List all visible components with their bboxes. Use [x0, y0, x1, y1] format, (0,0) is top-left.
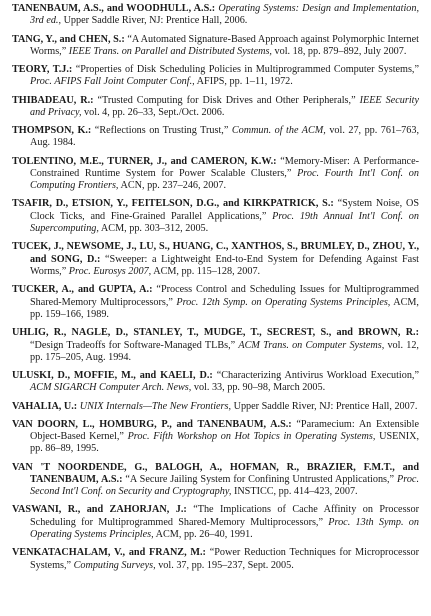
reference-entry [12, 401, 419, 413]
reference-title: “Process Control and Scheduling Issues for Multiprogrammed Shared-Memory Multiprocessors,” [30, 284, 419, 308]
reference-details: AFIPS, pp. 1–11, 1972. [194, 76, 293, 88]
reference-details: vol. 37, pp. 195–237, Sept. 2005. [155, 559, 294, 571]
reference-authors: TSAFIR, D., ETSION, Y., FEITELSON, D.G., and KIRKPATRICK, S.: [12, 198, 334, 210]
reference-title: “Design Tradeoffs for Software-Managed TLBs,” [30, 339, 239, 351]
reference-entry [12, 370, 419, 395]
reference-entry [12, 125, 419, 150]
reference-details: vol. 33, pp. 90–98, March 2005. [191, 382, 326, 394]
reference-details: vol. 18, pp. 879–892, July 2007. [271, 45, 407, 57]
reference-details: Upper Saddle River, NJ: Prentice Hall, 2006. [61, 15, 248, 27]
reference-authors: VAN 'T NOORDENDE, G., BALOGH, A., HOFMAN, R., BRAZIER, F.M.T., and TANENBAUM, A.S.: [12, 461, 419, 485]
reference-title: “Power Reduction Techniques for Microprocessor Systems,” [30, 547, 419, 571]
reference-venue: IEEE Security and Privacy, [30, 94, 419, 118]
reference-venue: ACM Trans. on Computer Systems, [238, 339, 385, 351]
reference-title: “Characterizing Antivirus Workload Execution,” [212, 370, 420, 382]
reference-venue: Proc. 13th Symp. on Operating Systems Principles, [30, 516, 419, 541]
reference-details: ACM, pp. 26–40, 1991. [153, 529, 253, 541]
reference-title: “Properties of Disk Scheduling Policies in Multiprogrammed Computer Systems,” [72, 64, 419, 75]
reference-details: vol. 4, pp. 26–33, Sept./Oct. 2006. [81, 106, 225, 118]
reference-venue: Proc. Fifth Workshop on Hot Topics in Operating Systems, [127, 431, 376, 443]
reference-authors: TANENBAUM, A.S., and WOODHULL, A.S.: [12, 3, 216, 14]
reference-details: ACN, pp. 237–246, 2007. [118, 180, 227, 192]
reference-title: “Reflections on Trusting Trust,” [91, 125, 232, 136]
reference-venue: Proc. AFIPS Fall Joint Computer Conf., [30, 76, 195, 88]
reference-venue: Operating Systems: Design and Implementation, 3rd ed., [30, 3, 420, 27]
reference-entry [12, 504, 419, 541]
reference-title: “System Noise, OS Clock Ticks, and Fine-Grained Parallel Applications,” [30, 198, 419, 222]
reference-venue: ACM SIGARCH Computer Arch. News, [30, 382, 192, 394]
reference-entry [12, 241, 419, 278]
reference-title: “Paramecium: An Extensible Object-Based Kernel,” [30, 418, 419, 443]
reference-venue: Proc. Eurosys 2007, [68, 266, 152, 278]
reference-entry [12, 95, 419, 120]
reference-authors: VASWANI, R., and ZAHORJAN, J.: [12, 504, 187, 516]
reference-title: “The Implications of Cache Affinity on Processor Scheduling for Multiprogrammed Shared-Memory Multiprocessors,” [30, 504, 419, 528]
reference-entry [12, 198, 419, 235]
reference-authors: THIBADEAU, R.: [12, 94, 94, 106]
reference-entry [12, 34, 419, 59]
reference-authors: TEORY, T.J.: [12, 64, 73, 75]
reference-authors: VENKATACHALAM, V., and FRANZ, M.: [12, 547, 206, 559]
reference-authors: TUCKER, A., and GUPTA, A.: [12, 284, 153, 296]
reference-authors: THOMPSON, K.: [12, 125, 92, 136]
reference-venue: Proc. 19th Annual Int'l Conf. on Supercomputing, [30, 210, 419, 235]
reference-entry [12, 284, 419, 321]
reference-venue: Commun. of the ACM, [231, 125, 326, 136]
reference-details: ACM, pp. 303–312, 2005. [98, 223, 209, 235]
reference-entry [12, 547, 419, 572]
reference-venue: Proc. 12th Symp. on Operating Systems Principles, [176, 296, 391, 308]
reference-authors: TUCEK, J., NEWSOME, J., LU, S., HUANG, C., XANTHOS, S., BRUMLEY, D., ZHOU, Y., and SONG, D.: [12, 241, 419, 265]
reference-venue: Computing Surveys, [73, 559, 156, 571]
reference-venue: Proc. Second Int'l Conf. on Security and Cryptography, [30, 473, 420, 498]
reference-title: “Trusted Computing for Disk Drives and Other Peripherals,” [93, 94, 360, 106]
reference-entry [12, 156, 419, 193]
reference-venue: UNIX Internals—The New Frontiers, [79, 400, 232, 412]
reference-authors: TANG, Y., and CHEN, S.: [12, 33, 125, 45]
reference-entry [12, 327, 419, 364]
reference-details: vol. 12, pp. 175–205, Aug. 1994. [30, 339, 419, 363]
reference-details: ACM, pp. 115–128, 2007. [151, 266, 261, 278]
reference-details: INSTICC, pp. 414–423, 2007. [231, 486, 358, 498]
reference-entry [12, 3, 419, 28]
reference-authors: UHLIG, R., NAGLE, D., STANLEY, T., MUDGE, T., SECREST, S., and BROWN, R.: [12, 327, 419, 339]
reference-title: “A Automated Signature-Based Approach against Polymorphic Internet Worms,” [30, 33, 419, 57]
reference-details: Upper Saddle River, NJ: Prentice Hall, 2007. [231, 400, 418, 412]
reference-details: ACM, pp. 159–166, 1989. [30, 296, 419, 321]
reference-details: USENIX, pp. 86–89, 1995. [30, 431, 419, 455]
reference-authors: ULUSKI, D., MOFFIE, M., and KAELI, D.: [12, 370, 213, 382]
reference-entry [12, 462, 419, 499]
reference-venue: Proc. Fourth Int'l Conf. on Computing Frontiers, [30, 167, 419, 192]
reference-title: “Sweeper: a Lightweight End-to-End System for Defending Against Fast Worms,” [30, 253, 420, 278]
reference-authors: VAN DOORN, L., HOMBURG, P., and TANENBAUM, A.S.: [12, 418, 292, 430]
reference-entry [12, 64, 419, 89]
reference-venue: IEEE Trans. on Parallel and Distributed Systems, [68, 45, 272, 57]
reference-authors: TOLENTINO, M.E., TURNER, J., and CAMERON, K.W.: [12, 155, 277, 167]
reference-title: “Memory-Miser: A Performance-Constrained Runtime System for Power Scalable Clusters,” [30, 155, 419, 179]
reference-authors: VAHALIA, U.: [12, 400, 78, 412]
reference-entry [12, 419, 419, 456]
reference-details: vol. 27, pp. 761–763, Aug. 1984. [30, 125, 419, 149]
reference-title: “A Secure Jailing System for Confining Untrusted Applications,” [122, 473, 398, 485]
